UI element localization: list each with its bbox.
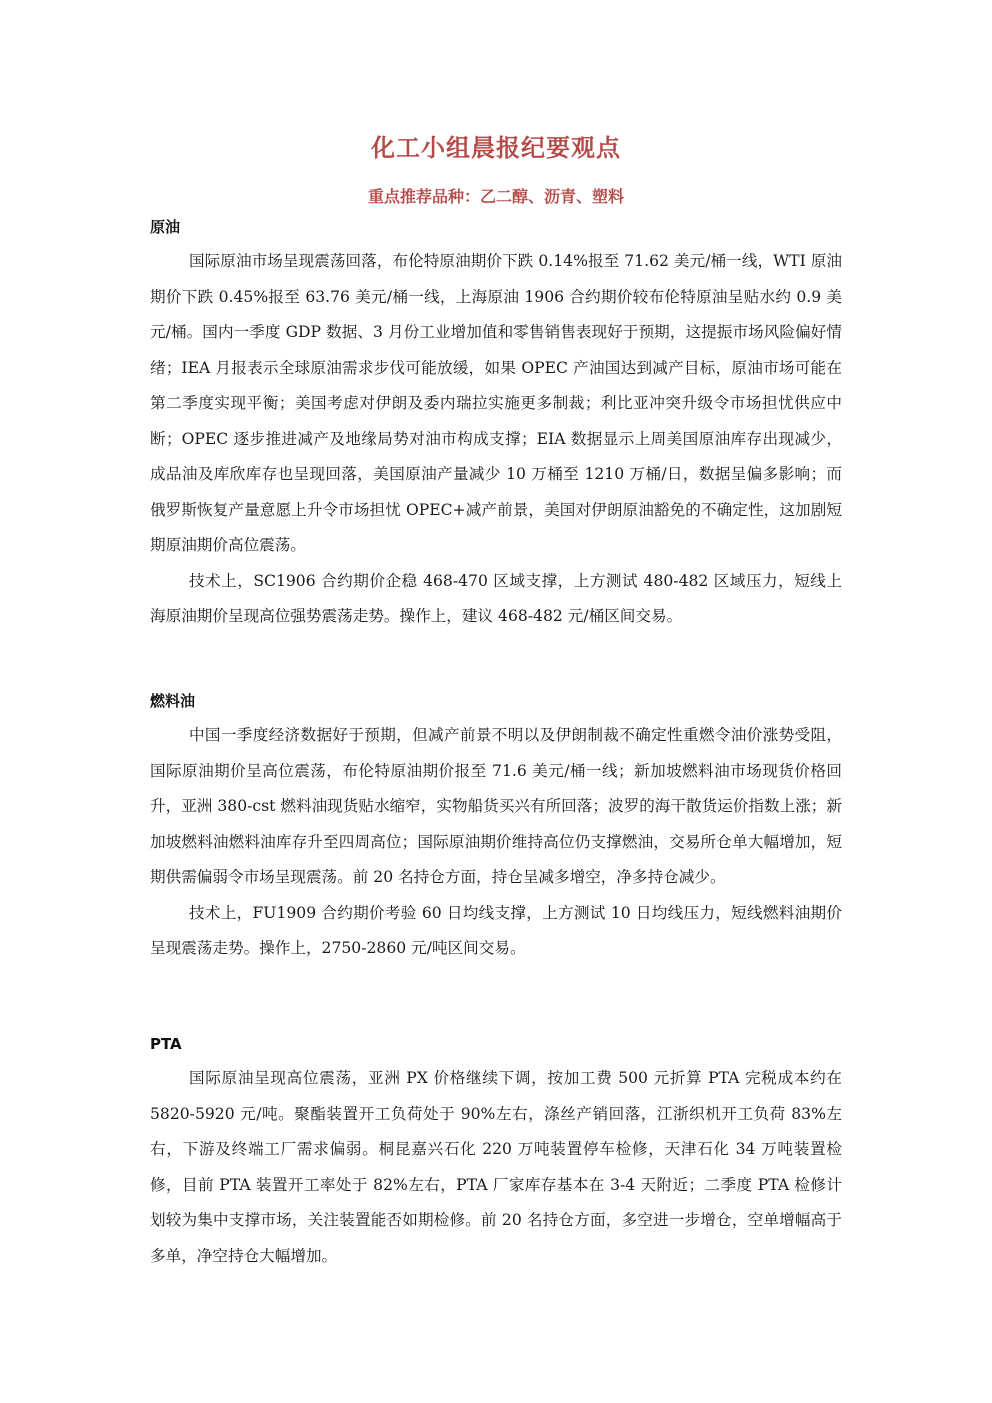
section-pta (150, 1033, 842, 1274)
section-fuel-oil (150, 690, 842, 967)
paragraph: 技术上，SC1906 合约期价企稳 468-470 区域支撑，上方测试 480-482 区域压力，短线上海原油期价呈现高位强势震荡走势。操作上，建议 468-482 元/桶区间交易。 (150, 571, 842, 625)
page-title: 化工小组晨报纪要观点 (371, 134, 621, 162)
paragraph: 中国一季度经济数据好于预期，但减产前景不明以及伊朗制裁不确定性重燃令油价涨势受阻，国际原油期价呈高位震荡，布伦特原油期价报至 71.6 美元/桶一线；新加坡燃料油市场现货价格回升，亚洲 380-cst 燃料油现货贴水缩窄，实物船货买兴有所回落；波罗的海干散货运价指数上涨；新加坡燃料油燃料油库存升至四周高位；国际原油期价维持高位仍支撑燃油，交易所仓单大幅增加，短期供需偏弱令市场呈现震荡。前 20 名持仓方面，持仓呈减多增空，净多持仓减少。 (150, 726, 842, 886)
section-heading: PTA (150, 1035, 182, 1053)
section-heading: 原油 (150, 218, 181, 236)
paragraph: 国际原油呈现高位震荡，亚洲 PX 价格继续下调，按加工费 500 元折算 PTA 完税成本约在 5820-5920 元/吨。聚酯装置开工负荷处于 90%左右，涤丝产销回落，江浙织机开工负荷 83%左右，下游及终端工厂需求偏弱。桐昆嘉兴石化 220 万吨装置停车检修，天津石化 34 万吨装置检修，目前 PTA 装置开工率处于 82%左右，PTA 厂家库存基本在 3-4 天附近；二季度 PTA 检修计划较为集中支撑市场，关注装置能否如期检修。前 20 名持仓方面，多空进一步增仓，空单增幅高于多单，净空持仓大幅增加。 (150, 1069, 842, 1265)
page-subtitle: 重点推荐品种：乙二醇、沥青、塑料 (367, 187, 624, 206)
paragraph: 国际原油市场呈现震荡回落，布伦特原油期价下跌 0.14%报至 71.62 美元/桶一线，WTI 原油期价下跌 0.45%报至 63.76 美元/桶一线，上海原油 1906 合约期价较布伦特原油呈贴水约 0.9 美元/桶。国内一季度 GDP 数据、3 月份工业增加值和零售销售表现好于预期，这提振市场风险偏好情绪；IEA 月报表示全球原油需求步伐可能放缓，如果 OPEC 产油国达到减产目标，原油市场可能在第二季度实现平衡；美国考虑对伊朗及委内瑞拉实施更多制裁；利比亚冲突升级令市场担忧供应中断；OPEC 逐步推进减产及地缘局势对油市构成支撑；EIA 数据显示上周美国原油库存出现减少，成品油及库欣库存也呈现回落，美国原油产量减少 10 万桶至 1210 万桶/日，数据呈偏多影响；而俄罗斯恢复产量意愿上升令市场担忧 OPEC+减产前景，美国对伊朗原油豁免的不确定性，这加剧短期原油期价高位震荡。 (150, 252, 842, 554)
paragraph: 技术上，FU1909 合约期价考验 60 日均线支撑，上方测试 10 日均线压力，短线燃料油期价呈现震荡走势。操作上，2750-2860 元/吨区间交易。 (150, 903, 842, 957)
section-heading: 燃料油 (150, 692, 196, 710)
section-crude-oil (150, 216, 842, 635)
